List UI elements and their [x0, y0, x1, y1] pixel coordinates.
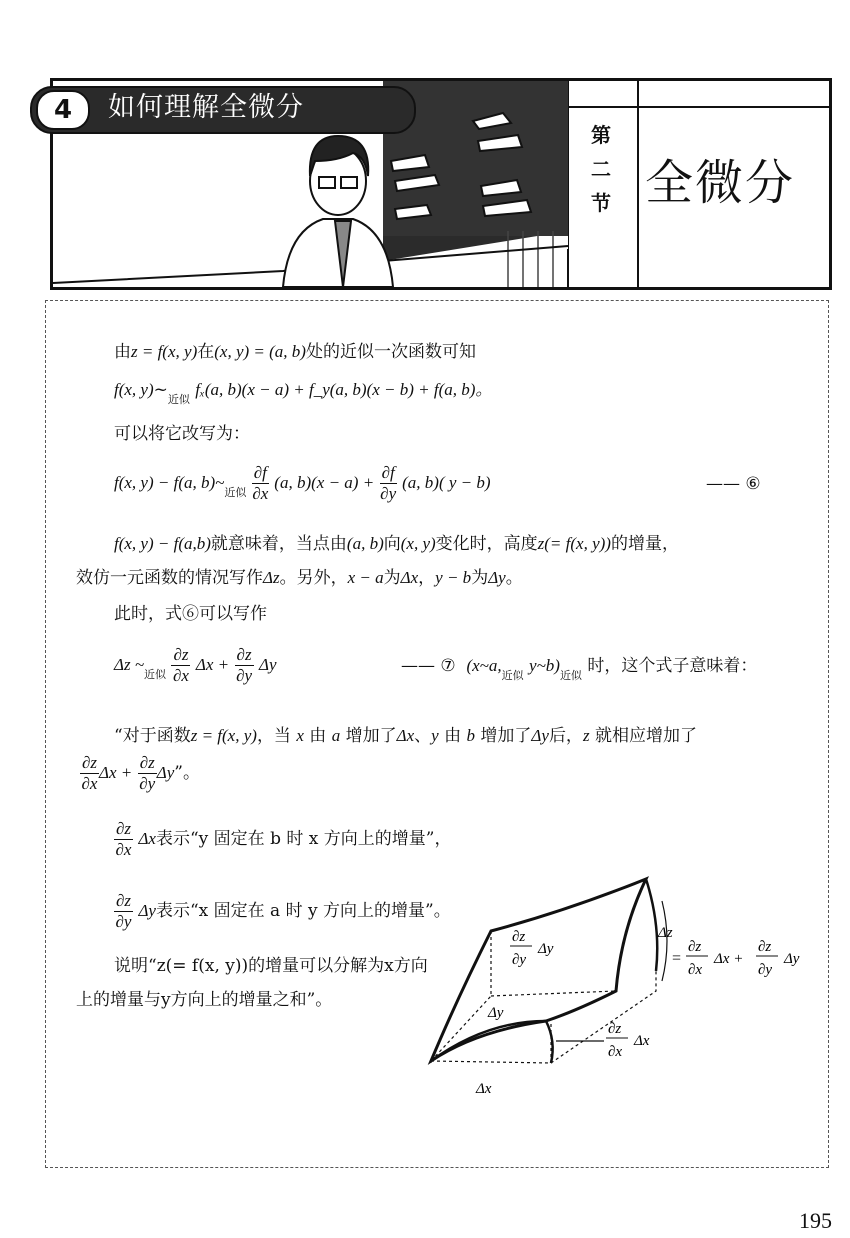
paragraph-1: f(x, y) − f(a,b)就意味着，当点由(a, b)向(x, y)变化时，高度z(= f(x, y))的增量，: [114, 534, 679, 554]
diag-inner-dy: Δy: [538, 941, 554, 957]
equation-6: f(x, y) − f(a, $b)\sim_{近似}$ $\frac{\partial f}{\partial x}$ (a, b)(x − a) + $\frac{\partial f}{\partial y}$ (a, b)( y − b): [114, 463, 491, 503]
diag-eq-dzdx-den: ∂x: [688, 962, 703, 978]
diag-eq-dzdy-den: ∂y: [758, 962, 773, 978]
summary-line-2: 上的增量与y方向上的增量之和”。: [76, 990, 333, 1010]
explanation-y: $\frac{\partial z}{\partial y}$ Δy表示“x 固定在 a 时 y 方向上的增量”。: [115, 891, 451, 931]
paragraph-2: 效仿一元函数的情况写作Δz。另外，x − a为Δx，y − b为Δy。: [76, 568, 523, 588]
text-line-1: 由z = f(x, y)在(x, y) = (a, b)处的近似一次函数可知: [114, 342, 476, 362]
diag-eq-dzdx-num: ∂z: [688, 939, 702, 955]
diag-dy: Δy: [488, 1005, 504, 1021]
summary-line-1: 说明“z(= f(x, y))的增量可以分解为x方向: [114, 956, 428, 976]
diag-right-num: ∂z: [608, 1021, 622, 1037]
diag-dzdy-num: ∂z: [512, 929, 526, 945]
diag-equals: =: [672, 950, 682, 967]
diag-eq-dzdy-num: ∂z: [758, 939, 772, 955]
diag-right-den: ∂x: [608, 1044, 623, 1060]
content-box: [45, 300, 829, 1168]
total-differential-diagram: [416, 871, 816, 1111]
formula-line-2: f(x, $y)\sim_{近似}$ fₓ(a, b)(x − a) + f_y(a, b)(x − b) + f(a, b)。: [114, 380, 493, 406]
diag-eq-dy: Δy: [784, 951, 800, 967]
quote-line-2: $\frac{\partial z}{\partial x}$ Δx + $\frac{\partial z}{\partial y}$ Δy”。: [81, 753, 200, 793]
diag-dzdy-den: ∂y: [512, 952, 527, 968]
part-label-vertical: 第 二 节: [591, 123, 611, 215]
equation-7-tag-and-condition: —— ⑦ ($x\sim a,_{近似}$ $y\sim b)_{近似}$ 时，这个式子意味着：: [401, 656, 758, 682]
equation-6-tag: —— ⑥: [706, 474, 761, 494]
diag-eq-dx: Δx +: [714, 951, 744, 967]
section-number-badge: 4: [36, 90, 90, 130]
page-number: 195: [799, 1208, 832, 1233]
explanation-x: $\frac{\partial z}{\partial x}$ Δx表示“y 固定在 b 时 x 方向上的增量”，: [115, 819, 452, 859]
section-title: 如何理解全微分: [108, 92, 304, 123]
diag-right-dx: Δx: [634, 1033, 650, 1049]
diag-dz: Δz: [658, 925, 673, 941]
quote-line-1: “对于函数z = f(x, y)，当 x 由 a 增加了Δx、y 由 b 增加了Δy后，z 就相应增加了: [114, 726, 697, 746]
diag-dx: Δx: [476, 1081, 492, 1097]
text-line-p3: 此时，式⑥可以写作: [114, 604, 267, 624]
part-title: 全微分: [645, 155, 796, 211]
equation-7: Δz $\sim_{近似}$ $\frac{\partial z}{\partial x}$ Δx + $\frac{\partial z}{\partial y}$ Δy: [114, 645, 277, 685]
text-line-3: 可以将它改写为：: [114, 424, 250, 444]
